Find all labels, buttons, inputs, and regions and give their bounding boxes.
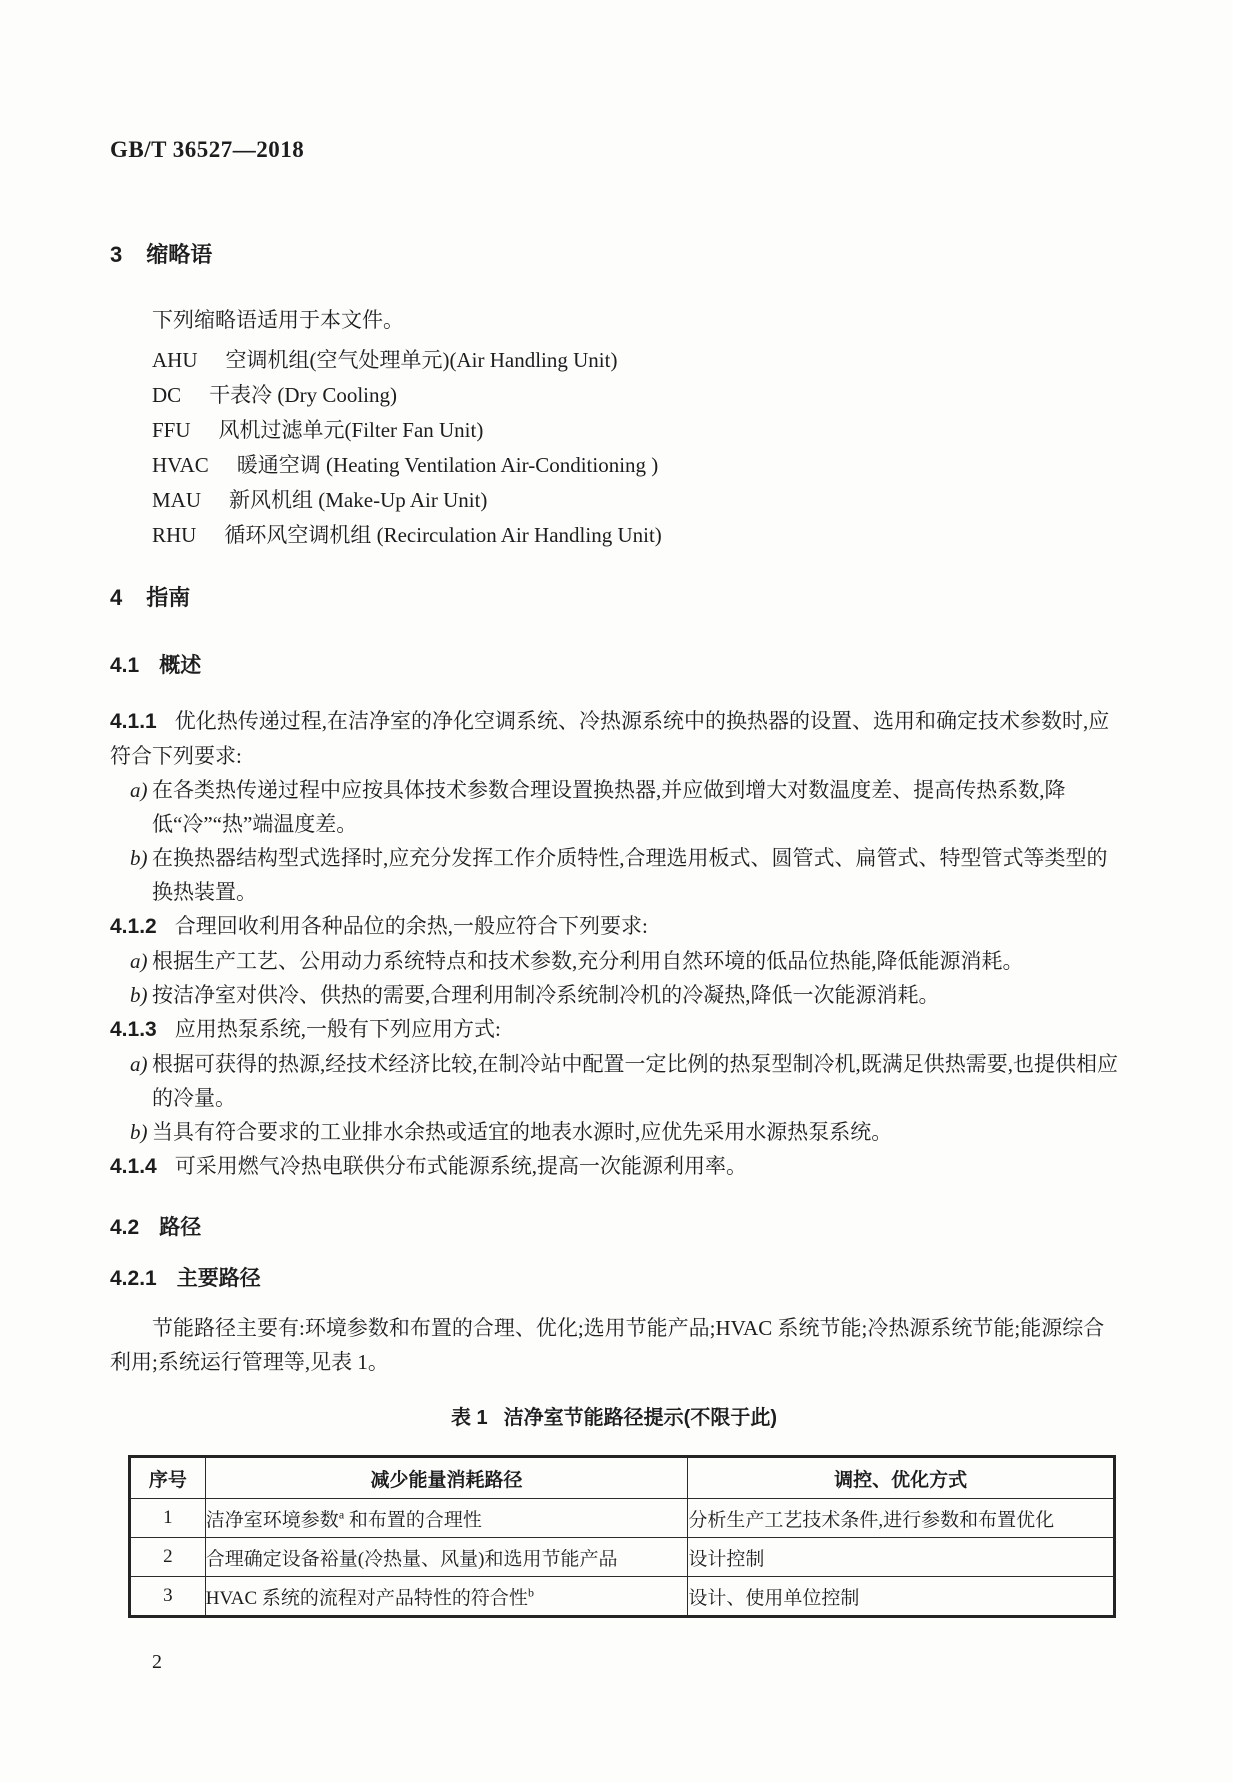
section-title: 路径: [159, 1216, 202, 1239]
section-number: 4: [110, 585, 123, 610]
section-number: 4.2.1: [110, 1267, 157, 1290]
clause-4-1-1: [110, 704, 1118, 773]
abbreviation-row: [110, 483, 1118, 518]
col-header-path: 减少能量消耗路径: [205, 1457, 688, 1499]
clause-text: 优化热传递过程,在洁净室的净化空调系统、冷热源系统中的换热器的设置、选用和确定技术参数时,应符合下列要求:: [110, 709, 1110, 768]
list-item-text: 在换热器结构型式选择时,应充分发挥工作介质特性,合理选用板式、圆管式、扁管式、特型管式等类型的换热装置。: [152, 846, 1108, 904]
list-item-text: 根据可获得的热源,经技术经济比较,在制冷站中配置一定比例的热泵型制冷机,既满足供热需要,也提供相应的冷量。: [152, 1052, 1118, 1110]
abbr-definition: 干表冷 (Dry Cooling): [209, 383, 398, 407]
table-row: [130, 1577, 1115, 1617]
cell-path-text: 洁净室环境参数: [205, 1509, 339, 1531]
section-4-heading: [110, 585, 1118, 611]
abbr-definition: 循环风空调机组 (Recirculation Air Handling Unit): [224, 523, 662, 547]
clause-number: 4.1.4: [110, 1155, 157, 1178]
section-4-2-1-heading: [110, 1265, 1118, 1293]
list-item-b: [110, 1115, 1118, 1149]
section-number: 4.1: [110, 654, 140, 677]
section-title: 主要路径: [176, 1267, 261, 1290]
list-item-a: [110, 944, 1118, 978]
cell-path: [205, 1499, 688, 1538]
table-row: [130, 1499, 1115, 1538]
section-title: 概述: [159, 654, 202, 677]
abbreviation-row: [110, 413, 1118, 448]
cell-path-rest: 和布置的合理性: [344, 1509, 482, 1531]
doc-number: GB/T 36527—2018: [110, 137, 305, 162]
table-caption-label: 表 1: [450, 1407, 488, 1429]
abbr-definition: 新风机组 (Make-Up Air Unit): [229, 488, 488, 512]
list-item-label: a): [130, 1052, 148, 1076]
list-item-label: b): [130, 1120, 148, 1144]
table-header-row: [130, 1457, 1115, 1499]
body-paragraph: 节能路径主要有:环境参数和布置的合理、优化;选用节能产品;HVAC 系统节能;冷热源系统节能;能源综合利用;系统运行管理等,见表 1。: [110, 1316, 1105, 1374]
clause-text: 合理回收利用各种品位的余热,一般应符合下列要求:: [174, 914, 648, 938]
clause-number: 4.1.2: [110, 915, 157, 938]
list-item-text: 根据生产工艺、公用动力系统特点和技术参数,充分利用自然环境的低品位热能,降低能源消耗。: [152, 949, 1024, 973]
list-item-label: b): [130, 983, 148, 1007]
clause-4-1-3: [110, 1012, 1118, 1047]
abbreviation-row: [110, 343, 1118, 378]
list-item-label: a): [130, 778, 148, 802]
clause-text: 可采用燃气冷热电联供分布式能源系统,提高一次能源利用率。: [174, 1154, 747, 1178]
energy-paths-table: [128, 1455, 1116, 1618]
abbr-code: AHU: [152, 348, 198, 372]
cell-no: 2: [130, 1538, 206, 1577]
cell-path: [205, 1577, 688, 1617]
abbr-intro-paragraph: 下列缩略语适用于本文件。: [152, 308, 404, 332]
clause-number: 4.1.1: [110, 710, 157, 733]
cell-method: 设计、使用单位控制: [688, 1577, 1115, 1617]
abbr-code: RHU: [152, 523, 197, 547]
cell-method: 设计控制: [688, 1538, 1115, 1577]
clause-4-1-4: [110, 1149, 1118, 1184]
section-number: 3: [110, 242, 123, 267]
list-item-b: [110, 841, 1118, 909]
clause-number: 4.1.3: [110, 1018, 157, 1041]
cell-path-text: 合理确定设备裕量(冷热量、风量)和选用节能产品: [205, 1548, 618, 1570]
abbr-definition: 暖通空调 (Heating Ventilation Air-Conditioning ): [236, 453, 659, 477]
section-4-1-heading: [110, 652, 1118, 680]
table-caption-title: 洁净室节能路径提示(不限于此): [503, 1407, 777, 1429]
clause-4-1-2: [110, 909, 1118, 944]
abbr-code: HVAC: [152, 453, 209, 477]
list-item-label: b): [130, 846, 148, 870]
list-item-label: a): [130, 949, 148, 973]
list-item-text: 按洁净室对供冷、供热的需要,合理利用制冷系统制冷机的冷凝热,降低一次能源消耗。: [152, 983, 940, 1007]
clause-text: 应用热泵系统,一般有下列应用方式:: [174, 1017, 501, 1041]
footnote-sup-b: b: [527, 1585, 534, 1600]
abbr-code: FFU: [152, 418, 191, 442]
list-item-a: [110, 773, 1118, 841]
abbreviation-list: [110, 343, 1118, 553]
col-header-no: 序号: [130, 1457, 206, 1499]
section-4-2-heading: [110, 1214, 1118, 1242]
abbreviation-row: [110, 448, 1118, 483]
abbreviation-row: [110, 378, 1118, 413]
abbreviation-row: [110, 518, 1118, 553]
section-3-heading: [110, 242, 1118, 268]
section-title: 指南: [146, 585, 191, 610]
cell-no: 1: [130, 1499, 206, 1538]
cell-path-text: HVAC 系统的流程对产品特性的符合性: [205, 1587, 528, 1609]
abbr-definition: 空调机组(空气处理单元)(Air Handling Unit): [225, 348, 618, 372]
list-item-text: 在各类热传递过程中应按具体技术参数合理设置换热器,并应做到增大对数温度差、提高传热系数,降低“冷”“热”端温度差。: [152, 778, 1066, 836]
list-item-b: [110, 978, 1118, 1012]
table-row: [130, 1538, 1115, 1577]
page-number: 2: [152, 1651, 162, 1673]
table-1-caption: [110, 1404, 1118, 1432]
col-header-method: 调控、优化方式: [688, 1457, 1115, 1499]
section-number: 4.2: [110, 1216, 140, 1239]
abbr-code: MAU: [152, 488, 202, 512]
abbr-definition: 风机过滤单元(Filter Fan Unit): [218, 418, 484, 442]
cell-path: [205, 1538, 688, 1577]
abbr-code: DC: [152, 383, 182, 407]
cell-no: 3: [130, 1577, 206, 1617]
cell-method: 分析生产工艺技术条件,进行参数和布置优化: [688, 1499, 1115, 1538]
footnote-sup-a: a: [338, 1507, 345, 1522]
list-item-a: [110, 1047, 1118, 1115]
list-item-text: 当具有符合要求的工业排水余热或适宜的地表水源时,应优先采用水源热泵系统。: [152, 1120, 893, 1144]
section-title: 缩略语: [146, 242, 213, 267]
